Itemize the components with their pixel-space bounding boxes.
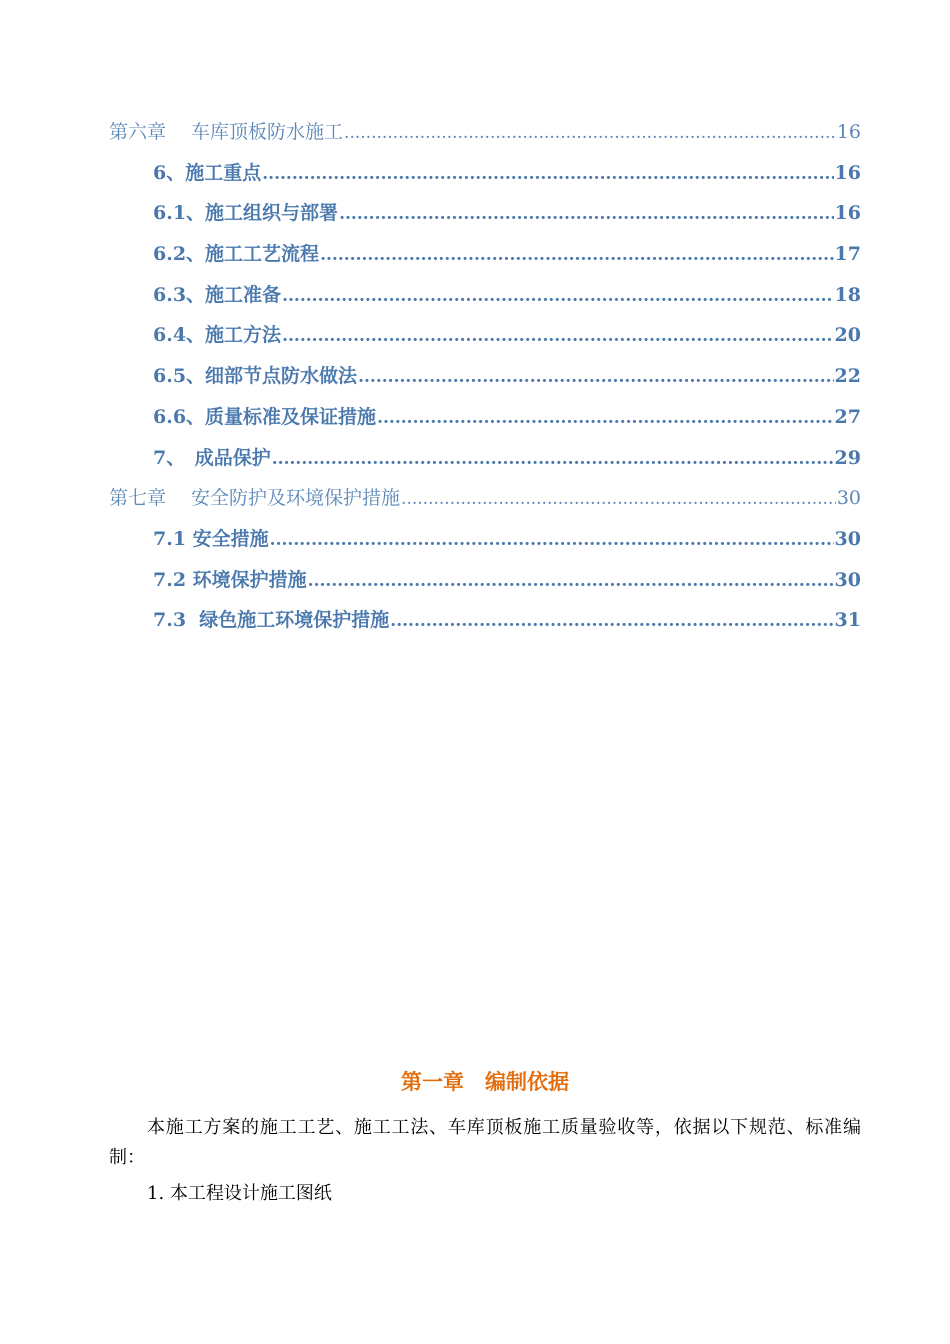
toc-entry-page: 18 [834,283,861,306]
list-item: 1. 本工程设计施工图纸 [147,1183,332,1204]
toc-entry-section[interactable] [109,315,861,356]
toc-leader-dots [358,357,833,397]
toc-entry-label: 6.4、施工方法 [153,324,282,347]
toc-leader-dots [308,561,834,601]
body-paragraph: 本施工方案的施工工艺、施工工法、车库顶板施工质量验收等，依据以下规范、标准编制： [109,1117,861,1168]
toc-entry-chapter-6[interactable] [109,112,861,153]
toc-entry-label: 6.2、施工工艺流程 [153,243,320,266]
toc-entry-label: 6.1、施工组织与部署 [153,202,339,225]
toc-entry-label: 7.2 环境保护措施 [153,568,307,591]
toc-entry-section[interactable] [109,275,861,316]
toc-leader-dots [320,235,833,275]
toc-leader-dots [377,398,833,438]
toc-entry-page: 30 [834,568,861,591]
toc-leader-dots [272,439,834,479]
toc-entry-section[interactable] [109,193,861,234]
toc-entry-label: 6.3、施工准备 [153,283,282,306]
toc-entry-section[interactable] [109,356,861,397]
toc-leader-dots [401,479,836,519]
toc-entry-page: 16 [834,202,861,225]
table-of-contents [109,112,861,641]
toc-entry-page: 20 [834,324,861,347]
toc-entry-page: 22 [834,365,861,388]
toc-entry-label: 6.5、细部节点防水做法 [153,365,358,388]
toc-entry-section[interactable] [109,438,861,479]
toc-entry-page: 27 [834,405,861,428]
toc-leader-dots [282,316,833,356]
toc-leader-dots [344,113,836,153]
toc-entry-label: 6、施工重点 [153,161,262,184]
toc-entry-section[interactable] [109,153,861,194]
toc-entry-label: 7、 成品保护 [153,446,271,469]
toc-leader-dots [390,601,833,641]
toc-leader-dots [282,276,833,316]
toc-entry-page: 16 [836,121,861,143]
toc-entry-label: 第六章 车库顶板防水施工 [109,121,344,143]
toc-entry-label: 6.6、质量标准及保证措施 [153,405,377,428]
toc-leader-dots [262,154,833,194]
toc-entry-page: 17 [834,243,861,266]
toc-entry-page: 30 [834,527,861,550]
toc-entry-page: 29 [834,446,861,469]
toc-entry-label: 7.3 绿色施工环境保护措施 [153,609,390,632]
toc-entry-label: 7.1 安全措施 [153,527,269,550]
toc-leader-dots [270,520,834,560]
toc-leader-dots [339,194,833,234]
toc-entry-page: 31 [834,609,861,632]
toc-entry-chapter-7[interactable] [109,478,861,519]
toc-entry-section[interactable] [109,560,861,601]
toc-entry-page: 30 [836,487,861,510]
toc-entry-section[interactable] [109,600,861,641]
toc-entry-section[interactable] [109,397,861,438]
toc-entry-section[interactable] [109,234,861,275]
toc-entry-label: 第七章 安全防护及环境保护措施 [109,487,401,510]
toc-entry-section[interactable] [109,519,861,560]
chapter-heading: 第一章 编制依据 [401,1069,569,1094]
toc-entry-page: 16 [834,161,861,184]
